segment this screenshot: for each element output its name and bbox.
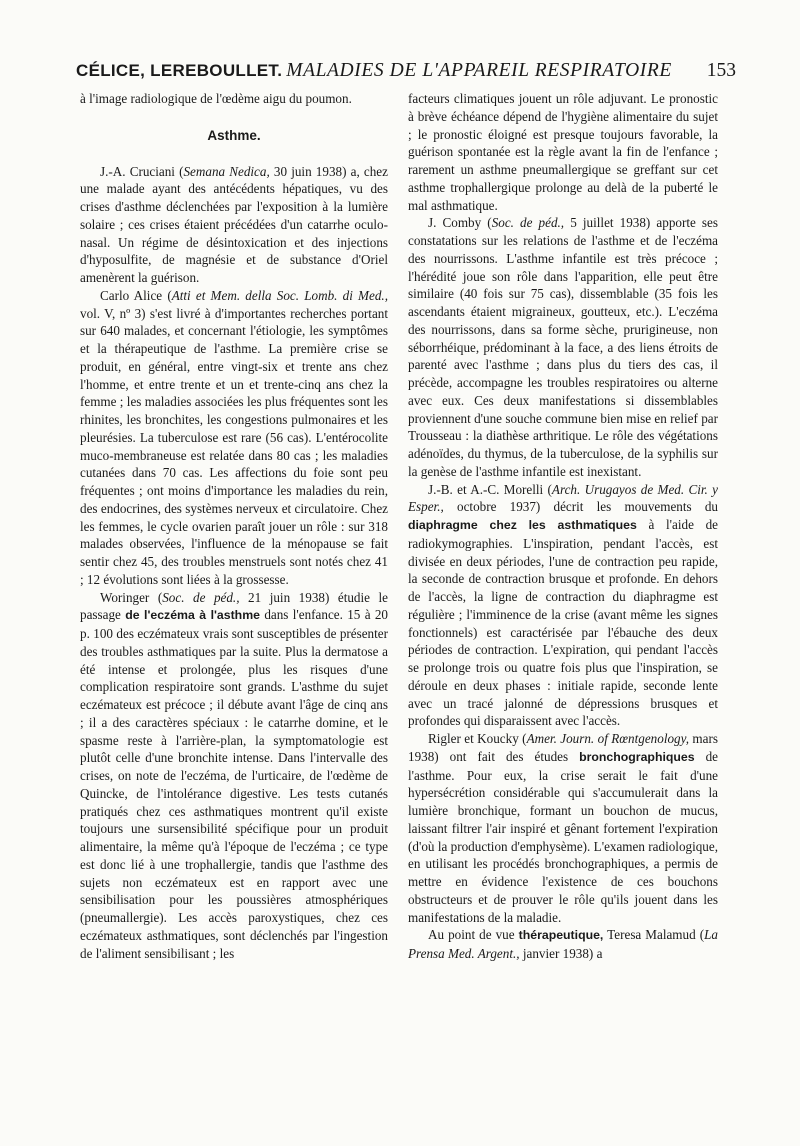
journal-ref: Semana Nedica, [183, 163, 270, 179]
paragraph-text: dans l'enfance. 15 à 20 p. 100 des eczémateux vrais sont susceptibles de présenter des troubles asthmatiques par la suite. Plus la dermatose a été intense et prolongée, plus les risques d'une complication respiratoire sont grands. L'asthme du sujet eczémateux est précoce ; il débute avant l'âge de cinq ans ; il a des caractères spéciaux : le catarrhe domine, et le spasme reste à l'arrière-plan, la symptomatologie est plutôt celle d'une bronchite intense. Dans l'intervalle des crises, on note de l'eczéma, de l'urticaire, de l'œdème de Quincke, de l'intolérance digestive. Les tests cutanés pratiqués chez ces asthmatiques montrent qu'il existe toujours une sursensibilité spécifique pour un produit alimentaire, la même qu'à l'époque de l'eczéma ; ce type est donc lié à une trophallergie, tandis que l'asthme des sujets non eczémateux est en rapport avec une sensibilisation pour les poussières atmosphériques (pneumallergie). Les accès paroxystiques, chez ces eczémateux asthmatiques, sont déclenchés par l'ingestion de l'aliment sensibilisant ; les [80, 607, 388, 961]
bold-keyword: diaphragme chez les asthmatiques [408, 518, 637, 532]
author-name: Woringer [100, 589, 150, 605]
journal-ref: Arch. Urugayos de Med. Cir. y Esper., [408, 481, 718, 515]
journal-ref: Atti et Mem. della Soc. Lomb. di Med., [171, 287, 388, 303]
paragraph-comby: J. Comby (Soc. de péd., 5 juillet 1938) apporte ses constatations sur les relations de l'asthme et de l'eczéma des nourrissons. L'asthme infantile est très précoce ; l'hérédité joue son rôle dans l'apparition, elle peut être similaire (40 fois sur 75 cas), dissemblable (35 fois les ascendants étaient migraineux, goutteux, etc.). L'eczéma des nourrissons, dans sa forme sèche, prurigineuse, non séborrhéique, prédominant à la face, a des liens étroits de parenté avec l'asthme ; dans plus du tiers des cas, il précède, accompagne les troubles respiratoires ou alterne avec eux. Ces deux manifestations si dissemblables proviennent d'une souche commune bien mise en relief par Trousseau : la diathèse arthritique. Le rôle des végétations adénoïdes, du thymus, de la tuberculose, de la syphilis sur la genèse de l'asthme infantile est inexistant. [408, 215, 718, 479]
author-name: J. Comby [428, 215, 482, 231]
paragraph-woringer: Woringer (Soc. de péd., 21 juin 1938) étudie le passage de l'eczéma à l'asthme dans l'enfance. 15 à 20 p. 100 des eczémateux vrais sont susceptibles de présenter des troubles asthmatiques par la suite. Plus la dermatose a été intense et prolongée, plus les risques d'une complication respiratoire sont grands. L'asthme du sujet eczémateux est précoce ; il débute avant l'âge de cinq ans ; il a des caractères spéciaux : le catarrhe domine, et le spasme reste à l'arrière-plan, la symptomatologie est plutôt celle d'une bronchite intense. Dans l'intervalle des crises, on note de l'eczéma, de l'urticaire, de l'œdème de Quincke, de l'intolérance digestive. Les tests cutanés pratiqués chez ces asthmatiques montrent qu'il existe toujours une sursensibilité spécifique pour un produit alimentaire, la même qu'à l'époque de l'eczéma ; ce type est donc lié à une trophallergie, tandis que l'asthme des sujets non eczémateux est en rapport avec une sensibilisation pour les poussières atmosphériques (pneumallergie). Les accès paroxystiques, chez ces eczémateux asthmatiques, sont déclenchés par l'ingestion de l'aliment sensibilisant ; les [80, 589, 388, 961]
bold-keyword: bronchographiques [579, 749, 695, 764]
paragraph-therapeutique [408, 926, 718, 963]
author-name: J.-A. Cruciani [100, 163, 175, 179]
paragraph-text: Au point de vue [428, 927, 515, 943]
paragraph-text: Teresa Malamud ( [607, 927, 705, 943]
section-heading: Asthme. [207, 127, 261, 143]
paragraph-text: de l'asthme. Pour eux, la crise serait le fait d'une hypersécrétion considérable qui s'accumulerait dans la lumière bronchique, formant un bouchon de mucus, laissant filtrer l'air inspiré et gênant fortement l'expiration (d'où la production d'emphysème). L'examen radiologique, en utilisant les procédés bronchographiques, a permis de mettre en évidence l'existence de ces bouchons obstructeurs et de prouver le rôle qu'ils jouent dans les manifestations de la maladie. [408, 748, 718, 925]
paragraph-text: 21 juin 1938) étudie le passage [80, 589, 388, 623]
bold-keyword: de l'eczéma à l'asthme [125, 608, 260, 623]
paragraph-text: vol. V, nº 3) s'est livré à d'importantes recherches portant sur 640 malades, et concernant l'étiologie, les symptômes et la thérapeutique de l'asthme. La première crise se produit, en général, entre vingt-six et trente ans chez l'homme, et entre trente et un et trente-cinq ans chez la femme ; les maladies associées les plus fréquentes sont les rhinites, les bronchites, les congestions pulmonaires et les pleurésies. La tuberculose est rare (56 cas). L'entérocolite muco-membraneuse est relatée dans 80 cas ; les maladies cutanées dans 70 cas. Les affections du foie sont peu fréquentes ; ont moins d'importance les maladies du rein, des endocrines, des systèmes nerveux et circulatoire. Chez les femmes, le cycle ovarien paraît jouer un rôle : sur 318 malades observées, l'influence de la ménopause se fait sentir chez 45, des troubles menstruels sont notés chez 41 ; 12 évolutions sont liées à la grossesse. [80, 305, 388, 587]
header-authors: CÉLICE, LEREBOULLET. [76, 61, 283, 80]
author-name: Rigler et Koucky [428, 731, 519, 746]
paragraph-text: octobre 1937) décrit les mouvements du [457, 499, 718, 515]
paragraph-cruciani: J.-A. Cruciani (Semana Nedica, 30 juin 1938) a, chez une malade ayant des antécédents hépatiques, vu des crises d'asthme déclenchées par l'exposition à la lumière solaire ; ces crises étaient précédées d'un catarrhe oculo-nasal. Un régime de désintoxication et des injections d'hyposulfite, de magnésie et de substance d'Oriel amenèrent la guérison. [80, 163, 388, 285]
paragraph-text: 30 juin 1938) a, chez une malade ayant des antécédents hépatiques, vu des crises d'asthme déclenchées par l'exposition à la lumière solaire ; ces crises étaient précédées d'un catarrhe oculo-nasal. Un régime de désintoxication et des injections d'hyposulfite, de magnésie et de substance d'Oriel amenèrent la guérison. [80, 163, 388, 285]
running-header [76, 60, 736, 84]
right-column [408, 90, 718, 963]
journal-ref: Soc. de péd., [162, 589, 240, 605]
page-number: 153 [706, 60, 736, 81]
left-column [80, 90, 388, 962]
header-title: MALADIES DE L'APPAREIL RESPIRATOIRE [286, 60, 672, 81]
journal-ref: La Prensa Med. Argent., [408, 927, 718, 961]
paragraph-text: à l'aide de radiokymographies. L'inspiration, pendant l'accès, est divisée en deux périodes, l'une de contraction peu rapide, la seconde de contraction brusque et profonde. En dehors de l'accès, la ligne de contraction du diaphragme est régulière ; l'imminence de la crise (avant même les signes fonctionnels) est caractérisée par l'ébauche des deux périodes de contraction. L'expiration, qui pendant l'accès se prolonge trois ou quatre fois plus que l'inspiration, se déroule en deux phases : initiale rapide, seconde lente avec un tracé jalonné de dépressions brusques et profondes qui disparaissent avec l'accès. [408, 517, 719, 729]
paragraph-text: janvier 1938) a [522, 946, 603, 961]
paragraph-text: 5 juillet 1938) apporte ses constatations sur les relations de l'asthme et de l'eczéma des nourrissons. L'asthme infantile est très précoce ; l'hérédité joue son rôle dans l'apparition, elle peut être similaire (40 fois sur 75 cas), dissemblable (35 fois les ascendants étaient migraineux, goutteux, etc.). L'eczéma des nourrissons, dans sa forme sèche, prurigineuse, non séborrhéique, prédominant à la face, a des liens étroits de parenté avec l'asthme ; dans plus du tiers des cas, il précède, accompagne les troubles respiratoires ou alterne avec eux. Ces deux manifestations si dissemblables proviennent d'une souche commune bien mise en relief par Trousseau : la diathèse arthritique. Le rôle des végétations adénoïdes, du thymus, de la tuberculose, de la syphilis sur la genèse de l'asthme infantile est inexistant. [408, 215, 718, 479]
paragraph-morelli: J.-B. et A.-C. Morelli (Arch. Urugayos de Med. Cir. y Esper., octobre 1937) décrit les mouvements du diaphragme chez les asthmatiques à l'aide de radiokymographies. L'inspiration, pendant l'accès, est divisée en deux périodes, l'une de contraction peu rapide, la seconde de contraction brusque et profonde. En dehors de l'accès, la ligne de contraction du diaphragme est régulière ; l'imminence de la crise (avant même les signes fonctionnels) est caractérisée par l'ébauche des deux périodes de contraction. L'expiration, qui pendant l'accès se prolonge trois ou quatre fois plus que l'inspiration, se déroule en deux phases : initiale rapide, seconde lente avec un tracé jalonné de dépressions brusques et profondes qui disparaissent avec l'accès. [408, 481, 719, 729]
journal-ref: Soc. de péd., [491, 215, 565, 231]
bold-keyword: thérapeutique, [518, 928, 604, 943]
paragraph-rigler: Rigler et Koucky (Amer. Journ. of Rœntgenology, mars 1938) ont fait des études bronchographiques de l'asthme. Pour eux, la crise serait le fait d'une hypersécrétion considérable qui s'accumulerait dans la lumière bronchique, formant un bouchon de mucus, laissant filtrer l'air inspiré et gênant fortement l'expiration (d'où la production d'emphysème). L'examen radiologique, en utilisant les procédés bronchographiques, a permis de mettre en évidence l'existence de ces bouchons obstructeurs et de prouver le rôle qu'ils jouent dans les manifestations de la maladie. [408, 731, 718, 925]
journal-ref: Amer. Journ. of Rœntgenology, [526, 731, 689, 746]
paragraph-alice: Carlo Alice (Atti et Mem. della Soc. Lomb. di Med., vol. V, nº 3) s'est livré à d'importantes recherches portant sur 640 malades, et concernant l'étiologie, les symptômes et la thérapeutique de l'asthme. La première crise se produit, en général, entre vingt-six et trente ans chez l'homme, et entre trente et un et trente-cinq ans chez la femme ; les maladies associées les plus fréquentes sont les rhinites, les bronchites, les congestions pulmonaires et les pleurésies. La tuberculose est rare (56 cas). L'entérocolite muco-membraneuse est relatée dans 80 cas ; les maladies cutanées dans 70 cas. Les affections du foie sont peu fréquentes ; ont moins d'importance les maladies du rein, des endocrines, des systèmes nerveux et circulatoire. Chez les femmes, le cycle ovarien paraît jouer un rôle : sur 318 malades observées, l'influence de la ménopause se fait sentir chez 45, des troubles menstruels sont notés chez 41 ; 12 évolutions sont liées à la grossesse. [80, 287, 388, 587]
author-name: J.-B. et A.-C. Morelli [428, 481, 544, 497]
paragraph-text: mars 1938) ont fait des études [408, 731, 718, 764]
author-name: Carlo Alice [100, 287, 163, 303]
paragraph-continuation: facteurs climatiques jouent un rôle adjuvant. Le pronostic à brève échéance dépend de l'hygiène alimentaire du sujet ; le pronostic éloigné est presque toujours favorable, la guérison spontanée est la règle avant la fin de l'enfance ; rarement un asthme pneumallergique se greffant sur cet asthme trophallergique prolonge au delà de la puberté le mal asthmatique. [408, 91, 718, 213]
paragraph-continuation: à l'image radiologique de l'œdème aigu du poumon. [80, 91, 352, 106]
